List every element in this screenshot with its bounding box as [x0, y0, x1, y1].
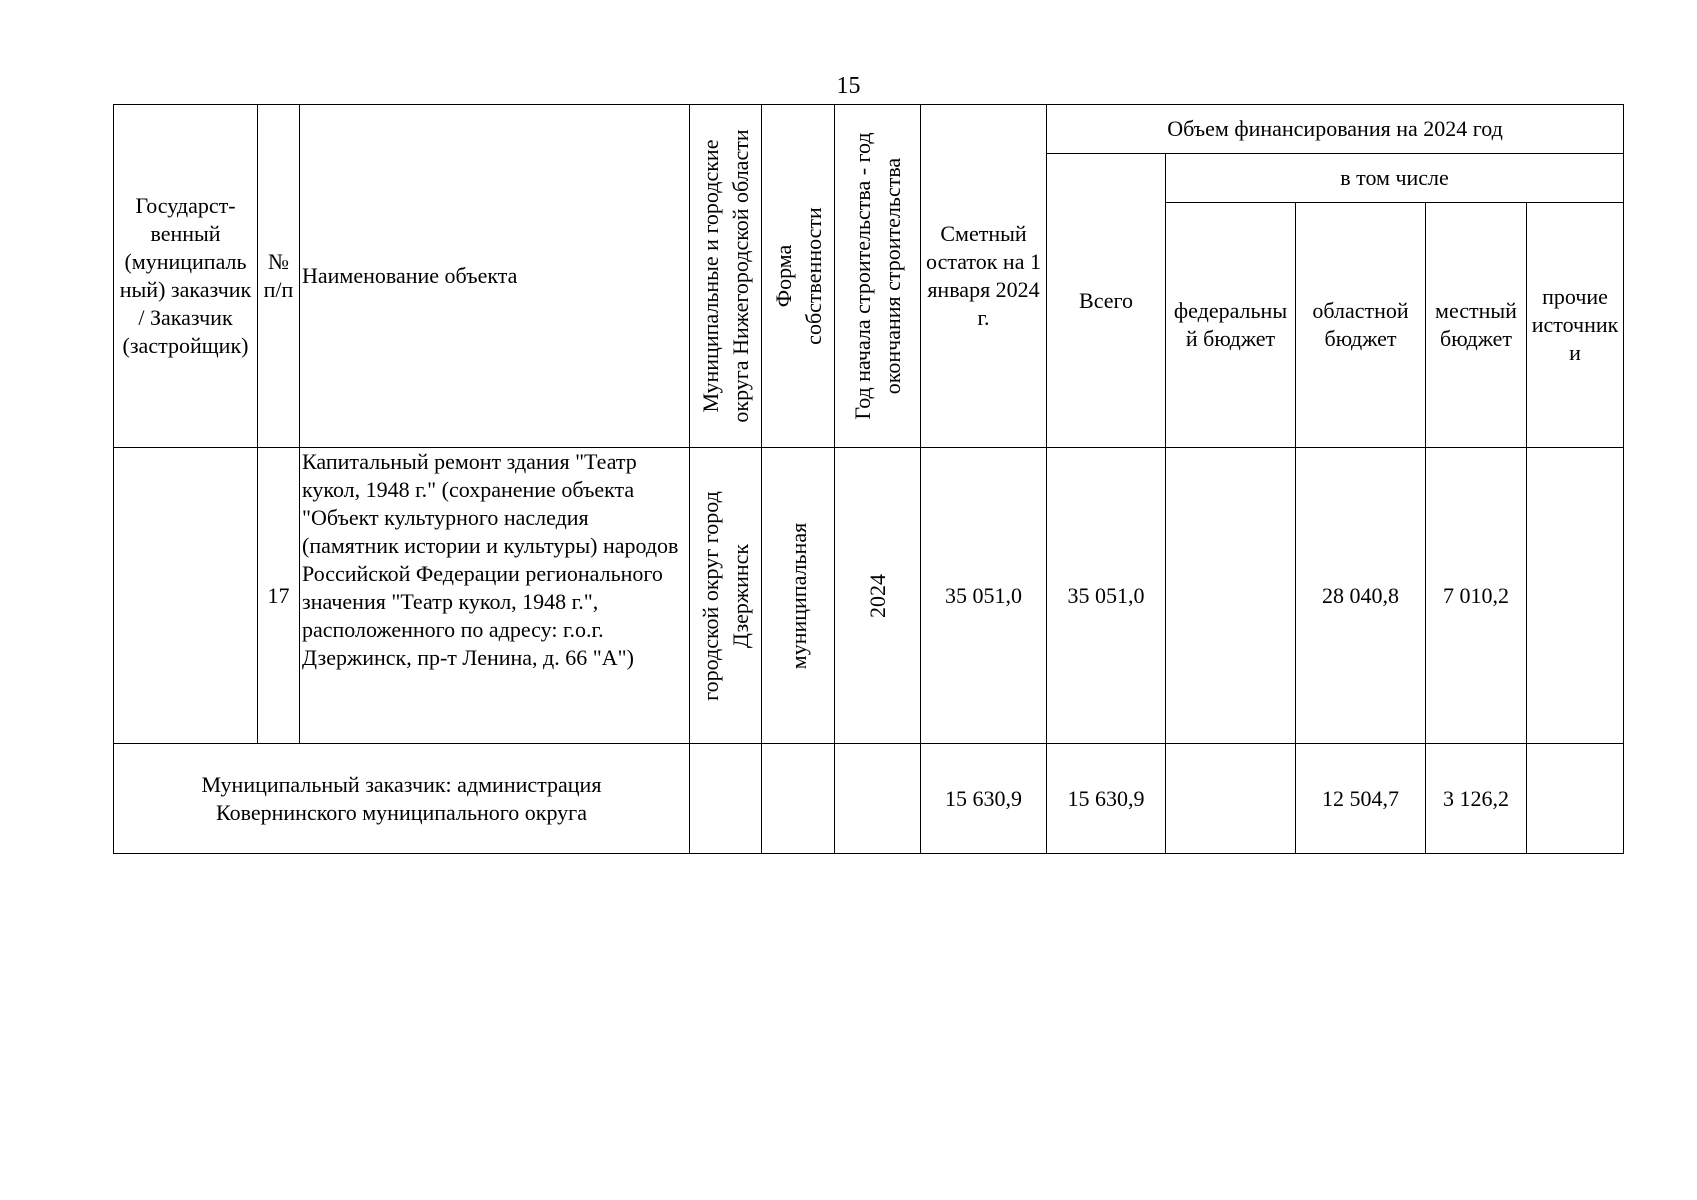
header-row-1: [114, 105, 1624, 154]
row-total: 35 051,0: [1047, 448, 1166, 744]
summary-regional: 12 504,7: [1296, 744, 1426, 854]
header-customer: Государст-венный (муниципаль ный) заказчик / Заказчик (застройщик): [114, 105, 258, 448]
summary-other: [1527, 744, 1624, 854]
header-ownership: Форма собственности: [762, 105, 835, 448]
summary-federal: [1166, 744, 1296, 854]
summary-total: 15 630,9: [1047, 744, 1166, 854]
row-local: 7 010,2: [1426, 448, 1527, 744]
summary-estimate-balance: 15 630,9: [921, 744, 1047, 854]
row-object-name: Капитальный ремонт здания "Театр кукол, 1948 г." (сохранение объекта "Объект культурного наследия (памятник истории и культуры) народов Российской Федерации регионального значения "Театр кукол, 1948 г.", расположенного по адресу: г.о.г. Дзержинск, пр-т Ленина, д. 66 "А"): [300, 448, 690, 744]
financing-table: [113, 104, 1624, 854]
row-ownership: муниципальная: [762, 448, 835, 744]
header-years: Год начала строительства - год окончания строительства: [835, 105, 921, 448]
row-municipality: городской округ город Дзержинск: [690, 448, 762, 744]
summary-ownership: [762, 744, 835, 854]
row-estimate-balance: 35 051,0: [921, 448, 1047, 744]
summary-label: Муниципальный заказчик: администрация Ковернинского муниципального округа: [114, 744, 690, 854]
header-total: Всего: [1047, 154, 1166, 448]
header-financing-group: Объем финансирования на 2024 год: [1047, 105, 1624, 154]
header-object-name: Наименование объекта: [300, 105, 690, 448]
row-federal: [1166, 448, 1296, 744]
header-estimate-balance: Сметный остаток на 1 января 2024 г.: [921, 105, 1047, 448]
summary-local: 3 126,2: [1426, 744, 1527, 854]
row-number: 17: [258, 448, 300, 744]
page-number: 15: [836, 73, 861, 99]
header-number: № п/п: [258, 105, 300, 448]
header-local: местный бюджет: [1426, 203, 1527, 448]
summary-row: [114, 744, 1624, 854]
table-row: [114, 448, 1624, 744]
header-including: в том числе: [1166, 154, 1624, 203]
row-years: 2024: [835, 448, 921, 744]
row-customer: [114, 448, 258, 744]
header-regional: областной бюджет: [1296, 203, 1426, 448]
summary-years: [835, 744, 921, 854]
row-regional: 28 040,8: [1296, 448, 1426, 744]
row-other: [1527, 448, 1624, 744]
header-municipality: Муниципальные и городские округа Нижегородской области: [690, 105, 762, 448]
header-federal: федеральны й бюджет: [1166, 203, 1296, 448]
summary-municipality: [690, 744, 762, 854]
header-other: прочие источник и: [1527, 203, 1624, 448]
